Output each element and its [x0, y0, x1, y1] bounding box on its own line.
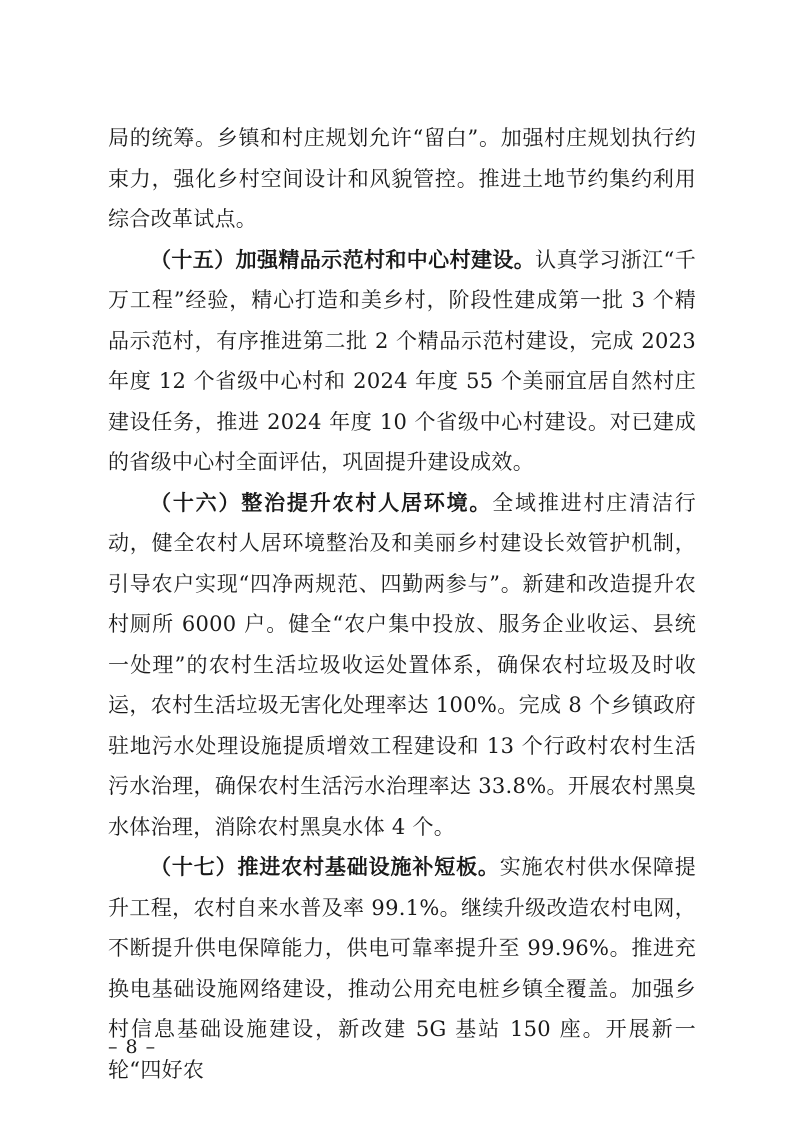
paragraph-text: 全域推进村庄清洁行动，健全农村人居环境整治及和美丽乡村建设长效管护机制，引导农户实现“四净两规范、四勤两参与”。新建和改造提升农村厕所 6000 户。健全“农户集中投放、服务企业收运、县统一处理”的农村生活垃圾收运处置体系，确保农村垃圾及时收运，农村生活垃圾无害化处理率达 100%。完成 8 个乡镇政府驻地污水处理设施提质增效工程建设和 13 个行政村农村生活污水治理，确保农村生活污水治理率达 33.8%。开展农村黑臭水体治理，消除农村黑臭水体 4 个。	[108, 490, 697, 839]
paragraph-text: 认真学习浙江“千万工程”经验，精心打造和美乡村，阶段性建成第一批 3 个精品示范村，有序推进第二批 2 个精品示范村建设，完成 2023 年度 12 个省级中心村和 2024 年度 55 个美丽宜居自然村庄建设任务，推进 2024 年度 10 个省级中心村建设。对已建成的省级中心村全面评估，巩固提升建设成效。	[108, 247, 696, 474]
section-heading: （十七）推进农村基础设施补短板。	[150, 854, 500, 879]
paragraph-continuation	[108, 118, 696, 240]
paragraph-text: 局的统筹。乡镇和村庄规划允许“留白”。加强村庄规划执行约束力，强化乡村空间设计和风貌管控。推进土地节约集约利用综合改革试点。	[108, 126, 696, 231]
document-body	[108, 118, 696, 1090]
paragraph-section-16	[108, 483, 696, 848]
section-heading: （十五）加强精品示范村和中心村建设。	[150, 246, 536, 272]
paragraph-section-15	[108, 240, 696, 483]
section-heading: （十六）整治提升农村人居环境。	[150, 489, 493, 515]
paragraph-text: 实施农村供水保障提升工程，农村自来水普及率 99.1%。继续升级改造农村电网，不断提升供电保障能力，供电可靠率提升至 99.96%。推进充换电基础设施网络建设，推动公用充电桩乡镇全覆盖。加强乡村信息基础设施建设，新改建 5G 基站 150 座。开展新一轮“四好农	[108, 855, 696, 1082]
paragraph-section-17	[108, 847, 696, 1090]
page-number: – 8 –	[108, 1036, 157, 1058]
